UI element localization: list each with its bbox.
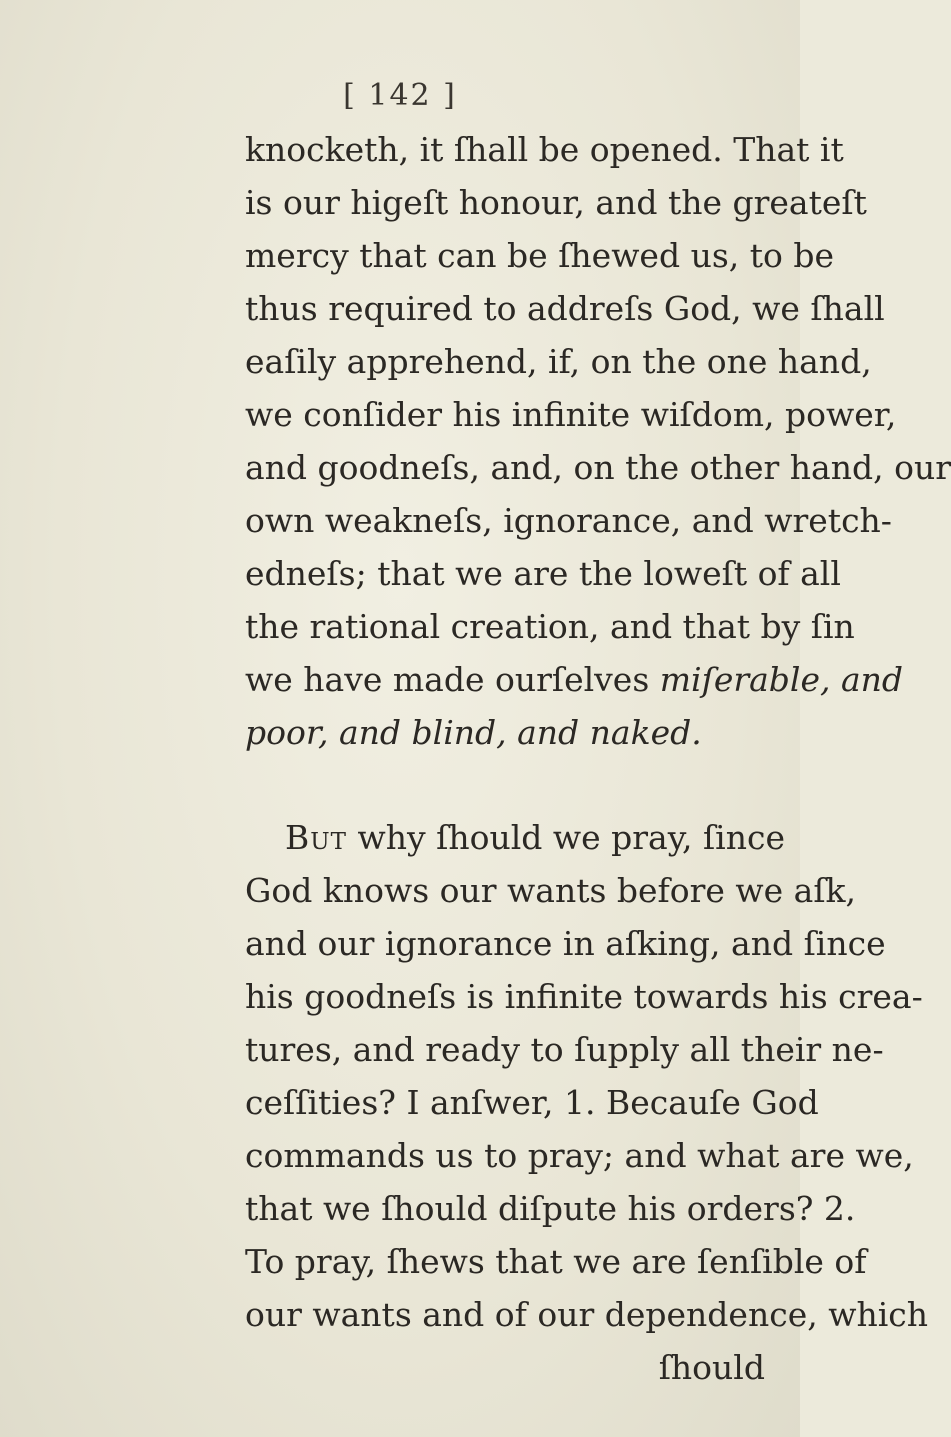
text-line: the rational creation, and that by ſin	[245, 607, 855, 646]
text-line: his goodneſs is infinite towards his crea-	[245, 977, 923, 1016]
text-line: commands us to pray; and what are we,	[245, 1136, 914, 1175]
text-line: tures, and ready to ſupply all their ne-	[245, 1030, 884, 1069]
text-line: and our ignorance in aſking, and ſince	[245, 924, 886, 963]
text-line: God knows our wants before we aſk,	[245, 871, 857, 910]
text-line: eaſily apprehend, if, on the one hand,	[245, 342, 872, 381]
text-italic: poor, and blind, and naked.	[245, 713, 702, 752]
text-line: that we ſhould diſpute his orders? 2.	[245, 1189, 856, 1228]
text-line: our wants and of our dependence, which	[245, 1295, 928, 1334]
text-line-last	[245, 713, 765, 753]
text-line: thus required to addreſs God, we ſhall	[245, 289, 885, 328]
text-line: is our higeſt honour, and the greateſt	[245, 183, 867, 222]
text-line: and goodneſs, and, on the other hand, our	[245, 448, 951, 487]
text-line: knocketh, it ſhall be opened. That it	[245, 130, 844, 169]
text-italic: miſerable, and	[659, 660, 904, 699]
text-line: we conſider his infinite wiſdom, power,	[245, 395, 897, 434]
page-number: [ 142 ]	[343, 78, 457, 113]
text-line: own weakneſs, ignorance, and wretch-	[245, 501, 892, 540]
text-line: mercy that can be ſhewed us, to be	[245, 236, 835, 275]
text-roman: why ſhould we pray, ſince	[346, 818, 785, 857]
text-line-first	[285, 818, 785, 858]
text-line: edneſs; that we are the loweſt of all	[245, 554, 841, 593]
opening-small-caps: But	[285, 818, 347, 857]
catchword: ſhould	[658, 1348, 765, 1387]
text-line	[245, 660, 904, 700]
text-roman: we have made ourſelves	[245, 660, 660, 699]
text-line: To pray, ſhews that we are ſenſible of	[245, 1242, 867, 1281]
text-line: ceſſities? I anſwer, 1. Becauſe God	[245, 1083, 819, 1122]
